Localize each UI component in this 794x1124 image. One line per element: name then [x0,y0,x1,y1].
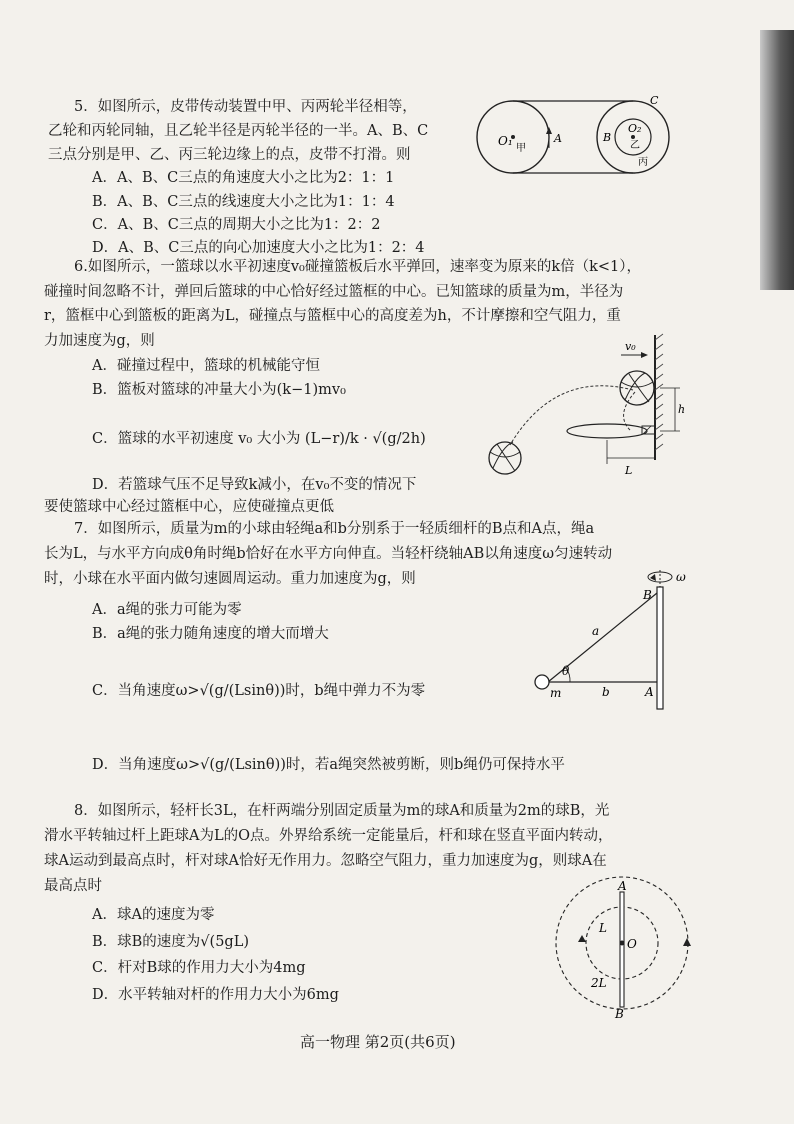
q5-option-d: D．A、B、C三点的向心加速度大小之比为1：2：4 [92,240,425,256]
q5-label-a: A [554,132,562,145]
q8-label-o: O [627,937,637,951]
q5-label-o1: O₁ [498,134,513,148]
q5-label-yi: 乙 [630,140,640,151]
q8-rotating-rod-figure [525,880,685,1020]
q8-stem-line-4: 最高点时 [44,878,102,894]
q5-label-b: B [603,131,612,144]
q7-label-omega: ω [676,570,686,584]
q6-label-l: L [625,464,633,477]
q6-label-v0: v₀ [625,340,636,353]
scan-edge-shadow [760,30,794,290]
q5-belt-figure [470,90,670,180]
q6-stem-line-2: 碰撞时间忽略不计，弹回后篮球的中心恰好经过篮框的中心。已知篮球的质量为m，半径为 [44,284,624,300]
q5-stem-line-1: 5．如图所示，皮带传动装置中甲、丙两轮半径相等， [74,99,417,115]
q7-option-d: D．当角速度ω>√(g/(Lsinθ))时，若a绳突然被剪断，则b绳仍可保持水平 [92,757,565,773]
q7-label-b-point: B [643,588,652,602]
q8-stem-line-1: 8．如图所示，轻杆长3L，在杆两端分别固定质量为m的球A和质量为2m的球B，光 [74,803,610,819]
q8-option-b: B．球B的速度为√(5gL) [92,934,250,950]
q6-option-d: D．若篮球气压不足导致k减小，在v₀不变的情况下 [92,477,417,493]
q5-label-o2: O₂ [628,122,642,135]
q5-label-c: C [650,94,659,107]
q6-option-a: A．碰撞过程中，篮球的机械能守恒 [92,358,320,374]
q7-option-c: C．当角速度ω>√(g/(Lsinθ))时，b绳中弹力不为零 [92,683,426,699]
q5-stem-line-3: 三点分别是甲、乙、丙三轮边缘上的点，皮带不打滑。则 [48,147,411,163]
ball-m [535,675,549,689]
q8-option-a: A．球A的速度为零 [92,907,215,923]
q8-stem-line-3: 球A运动到最高点时，杆对球A恰好无作用力。忽略空气阻力，重力加速度为g，则球A在 [44,853,607,869]
q6-basketball-figure [485,330,685,490]
q6-option-d-continued: 要使篮球中心经过篮框中心，应使碰撞点更低 [44,499,334,515]
page-footer: 高一物理 第2页(共6页) [300,1033,456,1051]
q5-stem-line-2: 乙轮和丙轮同轴，且乙轮半径是丙轮半径的一半。A、B、C [48,123,429,139]
q6-option-c: C．篮球的水平初速度 v₀ 大小为 (L−r)/k · √(g/2h) [92,431,426,447]
hoop-rim [567,424,647,438]
q7-option-a: A．a绳的张力可能为零 [92,602,242,618]
q8-label-a: A [618,879,627,893]
q7-rod-figure [530,565,686,715]
q7-stem-line-3: 时，小球在水平面内做匀速圆周运动。重力加速度为g，则 [44,571,416,587]
q8-label-l: L [599,921,607,935]
q7-label-rope-a: a [592,624,600,638]
q8-label-2l: 2L [591,976,607,990]
q5-option-a: A．A、B、C三点的角速度大小之比为2：1：1 [92,170,395,186]
rod-ab [657,587,663,709]
ball-start [489,442,521,474]
q8-option-d: D．水平转轴对杆的作用力大小为6mg [92,987,339,1003]
pivot-o [620,941,625,946]
q7-stem-line-1: 7．如图所示，质量为m的小球由轻绳a和b分别系于一轻质细杆的B点和A点，绳a [74,521,595,537]
q8-label-b: B [615,1007,624,1021]
q5-label-bing: 丙 [638,157,648,168]
q5-label-jia: 甲 [516,143,526,154]
q7-label-m: m [550,686,562,700]
q7-option-b: B．a绳的张力随角速度的增大而增大 [92,626,329,642]
q6-stem-line-3: r，篮框中心到篮板的距离为L，碰撞点与篮框中心的高度差为h，不计摩擦和空气阻力，重 [44,308,621,324]
q6-stem-line-4: 力加速度为g，则 [44,333,155,349]
q7-stem-line-2: 长为L，与水平方向成θ角时绳b恰好在水平方向伸直。当轻杆绕轴AB以角速度ω匀速转动 [44,546,613,562]
q6-option-b: B．篮板对篮球的冲量大小为(k−1)mv₀ [92,382,346,398]
q5-option-c: C．A、B、C三点的周期大小之比为1：2：2 [92,217,381,233]
q5-option-b: B．A、B、C三点的线速度大小之比为1：1：4 [92,194,395,210]
q7-label-theta: θ [562,664,570,678]
rod [620,892,624,1007]
q8-option-c: C．杆对B球的作用力大小为4mg [92,960,306,976]
q7-label-rope-b: b [602,685,610,699]
q8-stem-line-2: 滑水平转轴过杆上距球A为L的O点。外界给系统一定能量后，杆和球在竖直平面内转动， [44,828,613,844]
q6-stem-line-1: 6.如图所示，一篮球以水平初速度v₀碰撞篮板后水平弹回，速率变为原来的k倍（k<1）， [74,259,642,275]
q6-label-h: h [678,403,686,416]
q7-label-a-point: A [645,685,654,699]
